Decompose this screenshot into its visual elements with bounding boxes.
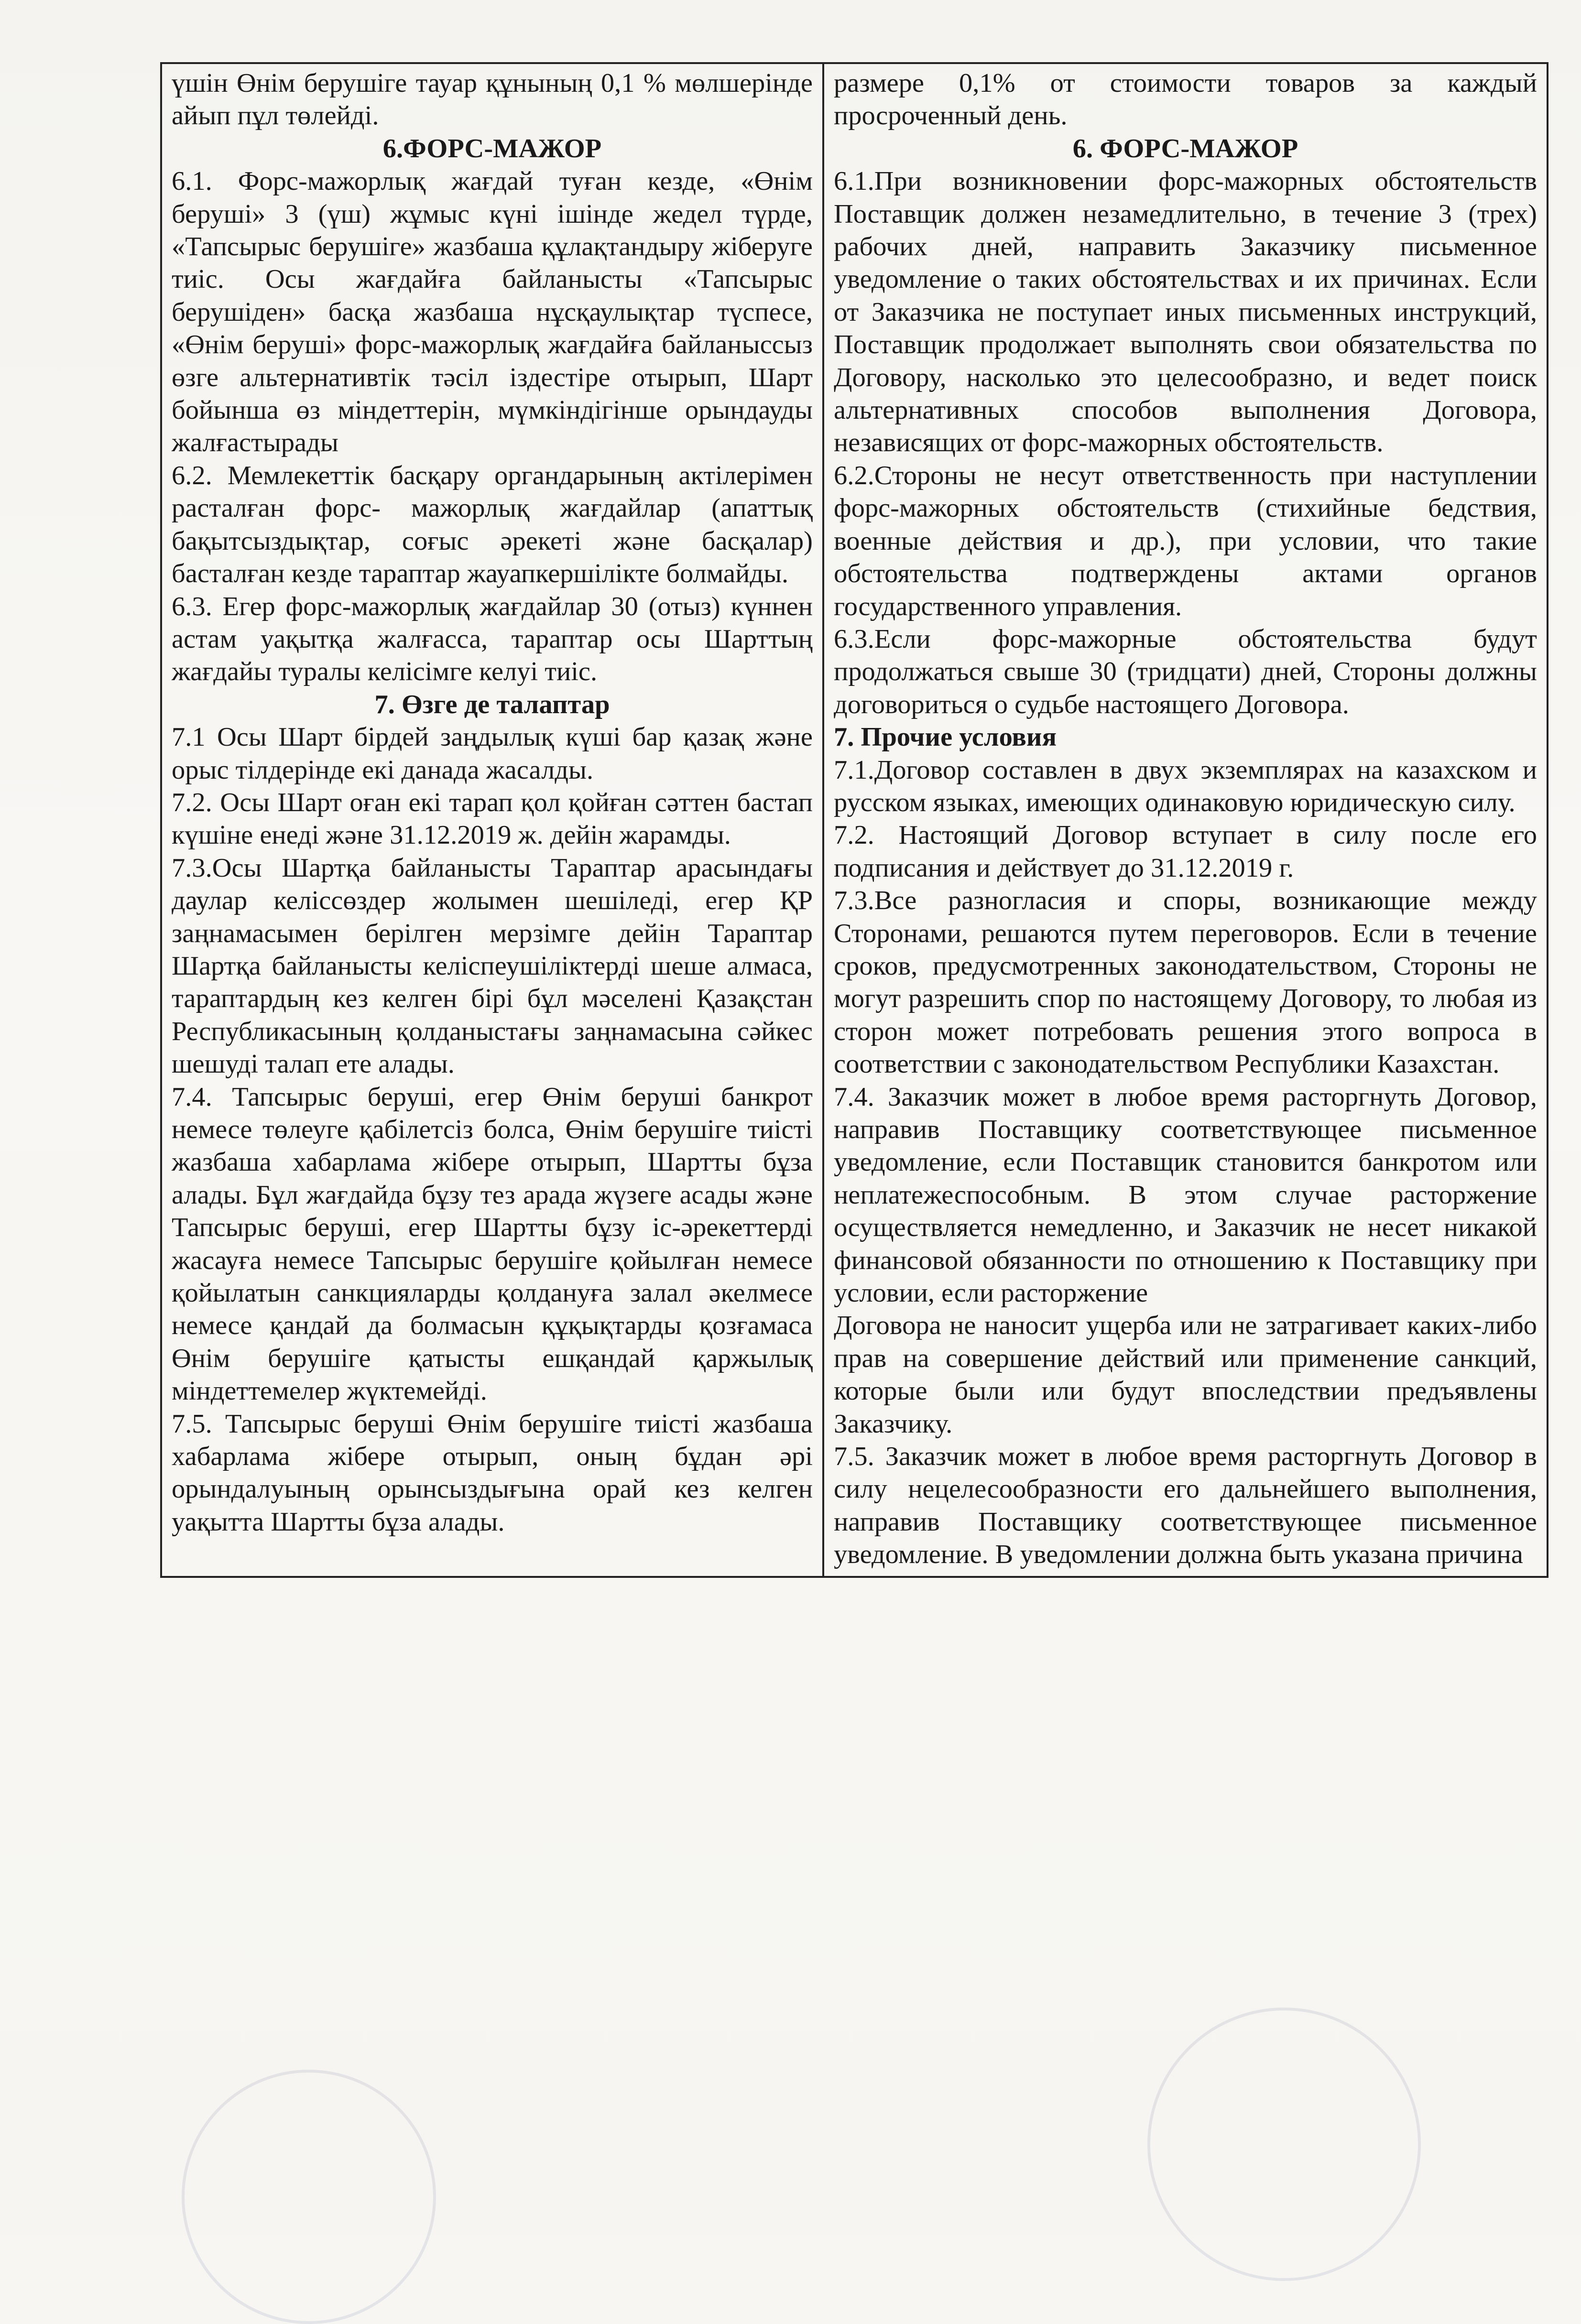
ru-clause-7-5: 7.5. Заказчик может в любое время расторгнуть Договор в силу нецелесообразности его дальнейшего выполнения, направив Поставщику соответствующее письменное уведомление. В уведомлении должна быть указана причина bbox=[834, 1442, 1537, 1570]
contract-table bbox=[160, 62, 1548, 1578]
ru-clause-6-2: 6.2.Стороны не несут ответственность при наступлении форс-мажорных обстоятельств (стихийные бедствия, военные действия и др.), при условии, что такие обстоятельства подтверждены актами органов государственного управления. bbox=[834, 460, 1537, 621]
ru-clause-7-1: 7.1.Договор составлен в двух экземплярах на казахском и русском языках, имеющих одинаковую юридическую силу. bbox=[834, 755, 1537, 817]
kk-clause-7-4: 7.4. Тапсырыс беруші, егер Өнім беруші банкрот немесе төлеуге қабілетсіз болса, Өнім берушіге тиісті жазбаша хабарлама жібере отырып, Шартты бұза алады. Бұл жағдайда бұзу тез арада жүзеге асады және Тапсырыс беруші, егер Шартты бұзу іс-әрекеттерді жасауға немесе Тапсырыс берушіге қойылған немесе қойылатын санкцияларды қолдануға залал әкелмесе немесе қандай да болмасын құқықтарды қозғамаса Өнім берушіге қатысты ешқандай қаржылық міндеттемелер жүктемейді. bbox=[172, 1082, 813, 1406]
kk-clause-6-3: 6.3. Егер форс-мажорлық жағдайлар 30 (отыз) күннен астам уақытқа жалғасса, тараптар осы Шарттың жағдайы туралы келісімге келуі тиіс. bbox=[172, 591, 813, 687]
ru-clause-7-2: 7.2. Настоящий Договор вступает в силу после его подписания и действует до 31.12.2019 г. bbox=[834, 820, 1537, 883]
russian-column bbox=[823, 63, 1548, 1577]
kazakh-column bbox=[161, 63, 823, 1577]
ru-penalty-tail: размере 0,1% от стоимости товаров за каждый просроченный день. bbox=[834, 68, 1537, 131]
faint-stamp-left bbox=[182, 2070, 436, 2324]
ru-clause-6-1: 6.1.При возникновении форс-мажорных обстоятельств Поставщик должен незамедлительно, в течение 3 (трех) рабочих дней, направить Заказчику письменное уведомление о таких обстоятельствах и их причинах. Если от Заказчика не поступает иных письменных инструкций, Поставщик продолжает выполнять свои обязательства по Договору, насколько это целесообразно, и ведет поиск альтернативных способов выполнения Договора, независящих от форс-мажорных обстоятельств. bbox=[834, 166, 1537, 458]
kk-penalty-tail: үшін Өнім берушіге тауар құнының 0,1 % мөлшерінде айып пұл төлейді. bbox=[172, 68, 813, 131]
ru-clause-6-3: 6.3.Если форс-мажорные обстоятельства будут продолжаться свыше 30 (тридцати) дней, Стороны должны договориться о судьбе настоящего Договора. bbox=[834, 624, 1537, 719]
kk-clause-7-1: 7.1 Осы Шарт бірдей заңдылық күші бар қазақ және орыс тілдерінде екі данада жасалды. bbox=[172, 722, 813, 785]
kk-heading-other-terms: 7. Өзге де талаптар bbox=[374, 689, 610, 719]
kk-clause-6-2: 6.2. Мемлекеттік басқару органдарының актілерімен расталған форс- мажорлық жағдайлар (апаттық бақытсыздықтар, соғыс әрекеті және басқалар) басталған кезде тараптар жауапкершілікте болмайды. bbox=[172, 460, 813, 589]
ru-clause-7-4: 7.4. Заказчик может в любое время расторгнуть Договор, направив Поставщику соответствующее письменное уведомление, если Поставщик становится банкротом или неплатежеспособным. В этом случае расторжение осуществляется немедленно, и Заказчик не несет никакой финансовой обязанности по отношению к Поставщику при условии, если расторжение bbox=[834, 1082, 1537, 1308]
kk-clause-7-5: 7.5. Тапсырыс беруші Өнім берушіге тиісті жазбаша хабарлама жібере отырып, оның бұдан әрі орындалуының орынсыздығына орай кез келген уақытта Шартты бұза алады. bbox=[172, 1409, 813, 1537]
kk-clause-7-2: 7.2. Осы Шарт оған екі тарап қол қойған сәттен бастап күшіне енеді және 31.12.2019 ж. дейін жарамды. bbox=[172, 787, 813, 850]
ru-clause-7-3: 7.3.Все разногласия и споры, возникающие между Сторонами, решаются путем переговоров. Если в течение сроков, предусмотренных законодательством, Стороны не могут разрешить спор по настоящему Договору, то любая из сторон может потребовать решения этого вопроса в соответствии с законодательством Республики Казахстан. bbox=[834, 886, 1537, 1079]
contract-row bbox=[161, 63, 1548, 1577]
faint-stamp-right bbox=[1147, 2008, 1421, 2281]
kk-clause-7-3: 7.3.Осы Шартқа байланысты Тараптар арасындағы даулар келіссөздер жолымен шешіледі, егер ҚР заңнамасымен берілген мерзімге дейін Тараптар Шартқа байланысты келіспеушіліктерді шеше алмаса, тараптардың кез келген бірі бұл мәселені Қазақстан Республикасының қолданыстағы заңнамасына сәйкес шешуді талап ете алады. bbox=[172, 853, 813, 1079]
ru-heading-force-majeure: 6. ФОРС-МАЖОР bbox=[1072, 133, 1298, 163]
ru-heading-other-terms: 7. Прочие условия bbox=[834, 722, 1057, 752]
kk-heading-force-majeure: 6.ФОРС-МАЖОР bbox=[382, 133, 602, 163]
ru-clause-7-4-cont: Договора не наносит ущерба или не затрагивает каких-либо прав на совершение действий или применение санкций, которые были или будут впоследствии предъявлены Заказчику. bbox=[834, 1311, 1537, 1439]
kk-clause-6-1: 6.1. Форс-мажорлық жағдай туған кезде, «Өнім беруші» 3 (үш) жұмыс күні ішінде жедел түрде, «Тапсырыс берушіге» жазбаша құлақтандыру жіберуге тиіс. Осы жағдайға байланысты «Тапсырыс берушіден» басқа жазбаша нұсқаулықтар түспесе, «Өнім беруші» форс-мажорлық жағдайға байланыссыз өзге альтернативтік тәсіл іздестіре отырып, Шарт бойынша өз міндеттерін, мүмкіндігінше орындауды жалғастырады bbox=[172, 166, 813, 458]
